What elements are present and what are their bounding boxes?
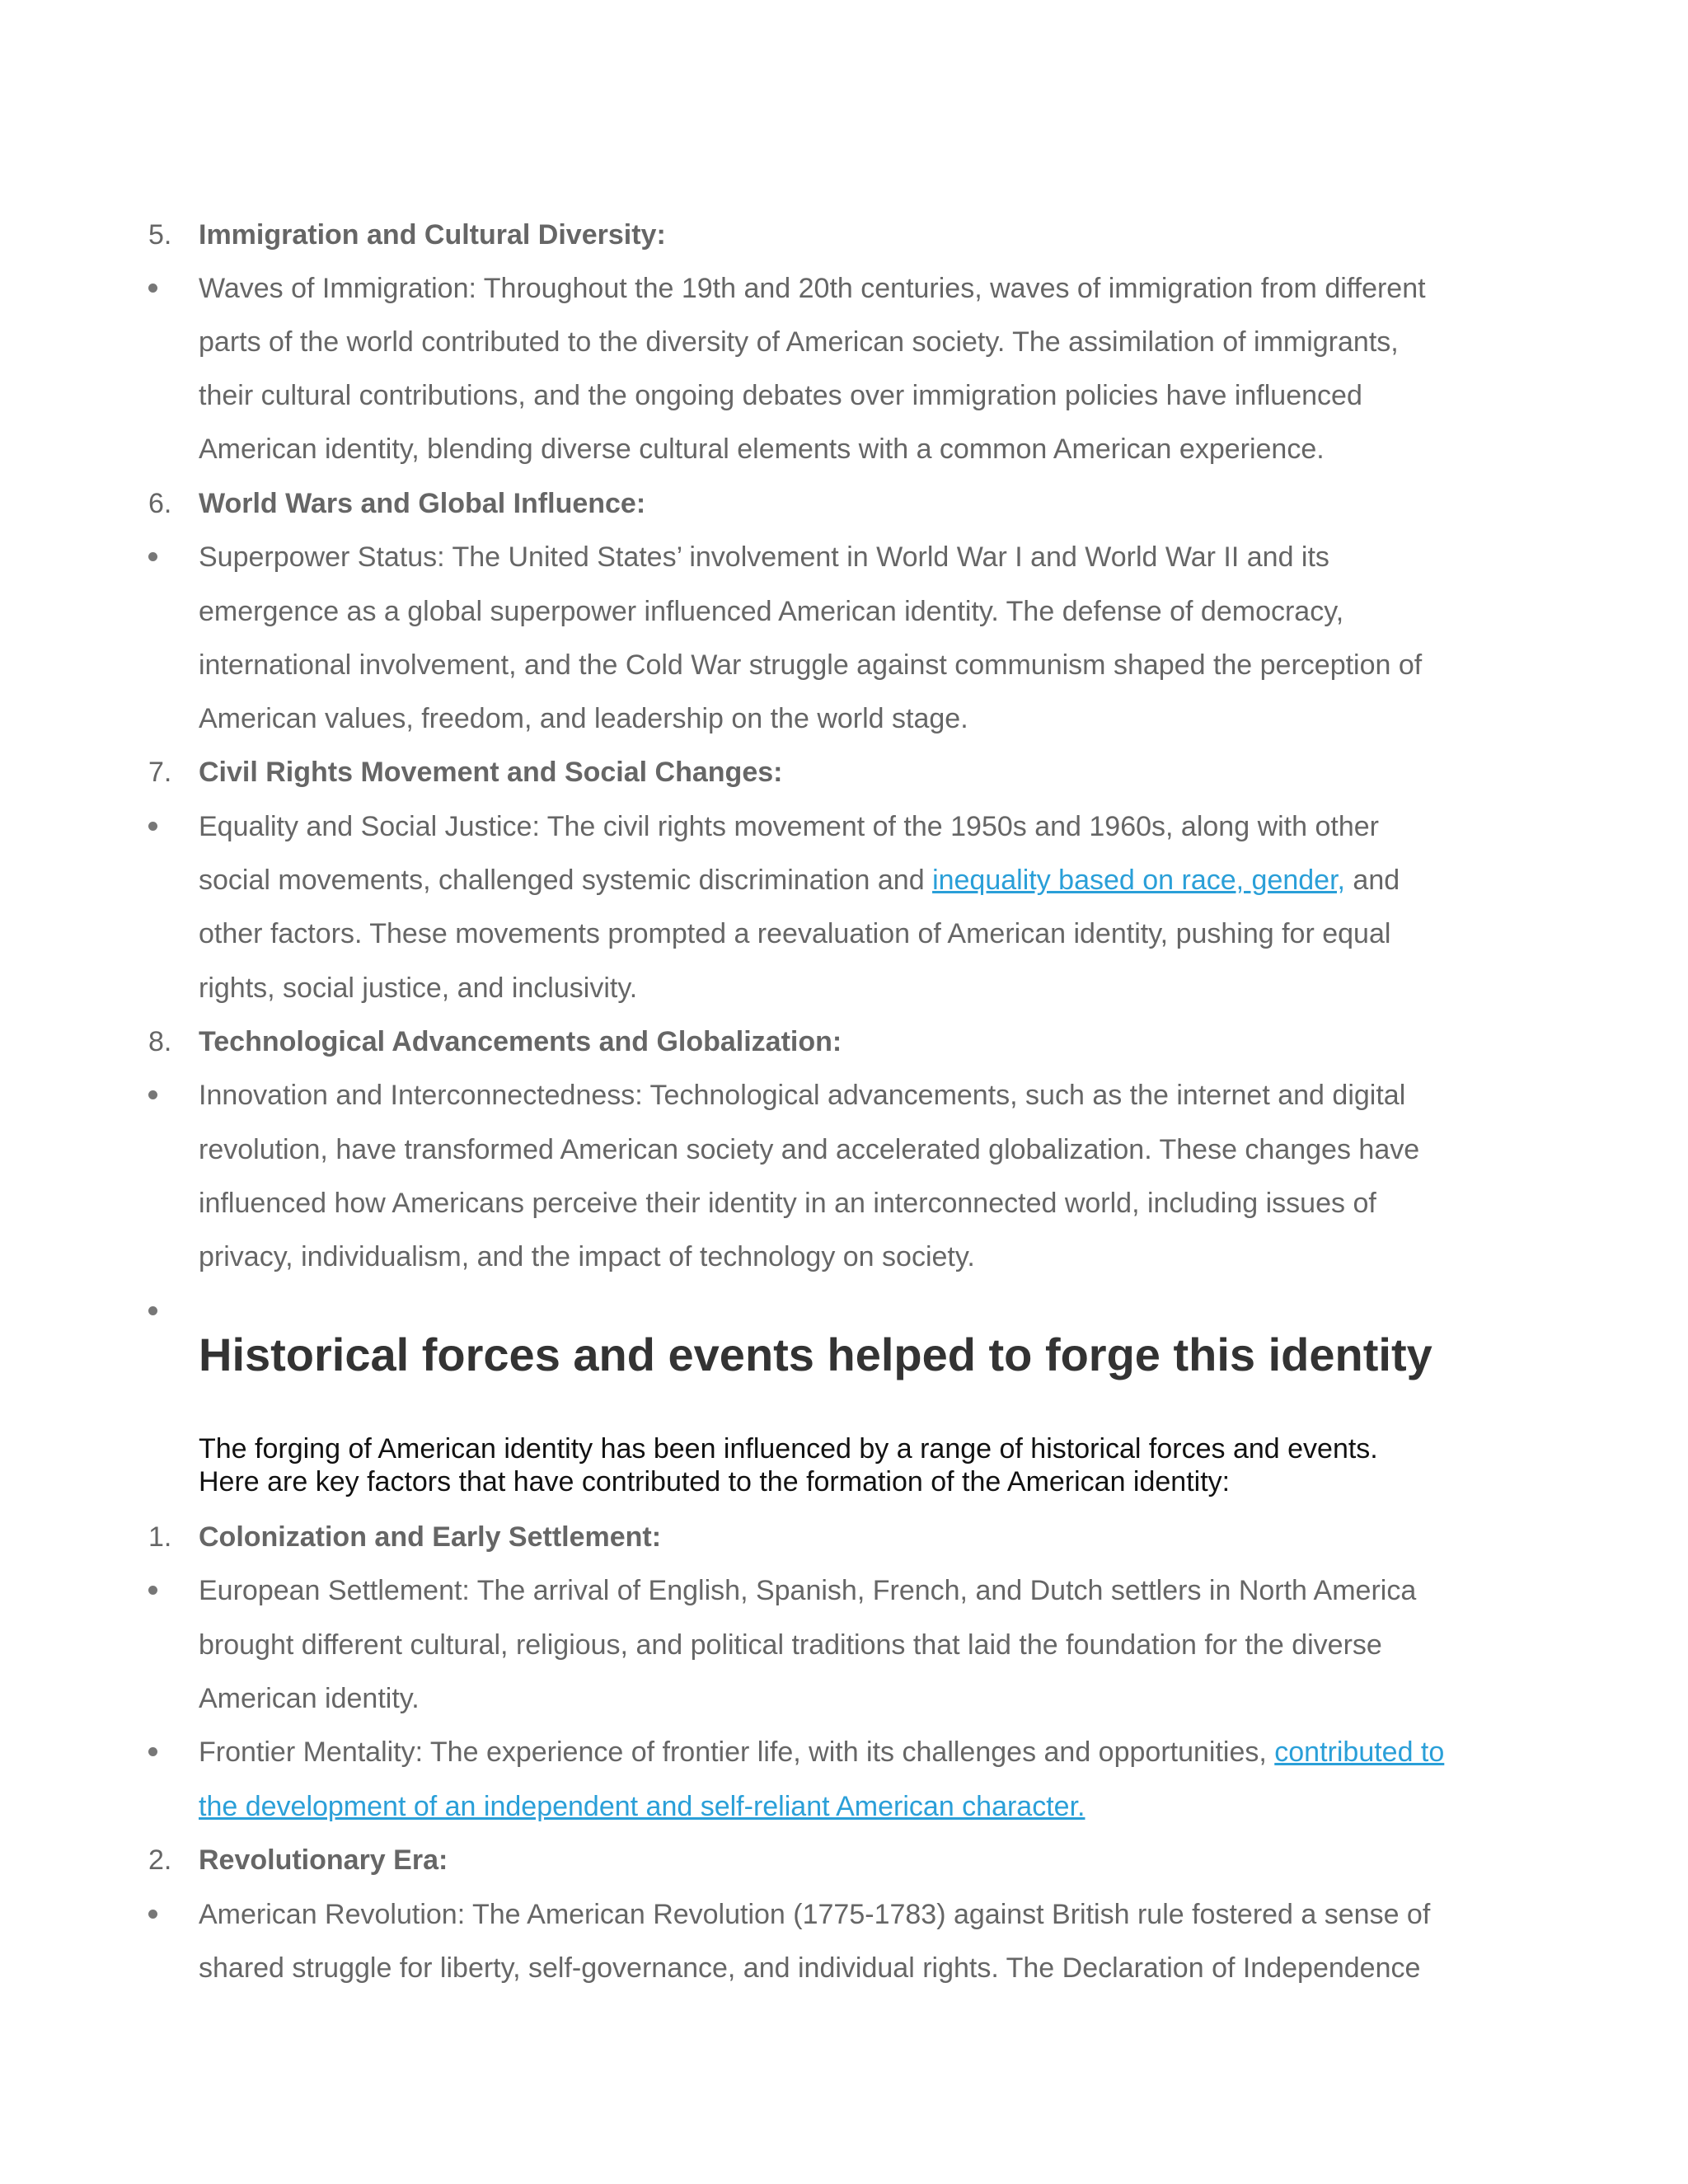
list-number: 8. <box>148 1026 172 1057</box>
bullet-icon <box>148 822 157 831</box>
item-title: Technological Advancements and Globalization: <box>199 1026 842 1057</box>
paragraph-line <box>199 1725 1444 1779</box>
item-title: Revolutionary Era: <box>199 1844 448 1876</box>
text-segment: Frontier Mentality: The experience of frontier life, with its challenges and opportunities, <box>199 1736 1275 1768</box>
paragraph-line: American Revolution: The American Revolution (1775-1783) against British rule fostered a sense of <box>199 1899 1431 1930</box>
item-title: Immigration and Cultural Diversity: <box>199 219 666 251</box>
paragraph-text: international involvement, and the Cold War struggle against communism shaped the perception of <box>199 649 1423 681</box>
bullet-icon <box>148 1090 157 1099</box>
paragraph-line: Equality and Social Justice: The civil rights movement of the 1950s and 1960s, along with other <box>199 811 1379 842</box>
bullet-icon <box>148 1747 157 1756</box>
paragraph-text <box>199 1779 1085 1834</box>
list-number: 1. <box>148 1521 172 1553</box>
bullet-icon <box>148 1586 157 1595</box>
section-heading: Historical forces and events helped to forge this identity <box>199 1329 1432 1380</box>
paragraph-text: American identity. <box>199 1683 420 1714</box>
item-title: Colonization and Early Settlement: <box>199 1521 662 1553</box>
frontier-link-continued[interactable]: the development of an independent and self-reliant American character. <box>199 1791 1085 1822</box>
paragraph-text: other factors. These movements prompted a reevaluation of American identity, pushing for equal <box>199 918 1391 949</box>
paragraph-text: American values, freedom, and leadership on the world stage. <box>199 703 968 734</box>
paragraph-text: influenced how Americans perceive their identity in an interconnected world, including issues of <box>199 1188 1376 1219</box>
item-title: World Wars and Global Influence: <box>199 488 646 519</box>
intro-paragraph <box>199 1432 1378 1498</box>
paragraph-line: Superpower Status: The United States’ involvement in World War I and World War II and its <box>199 541 1329 573</box>
paragraph-text <box>199 853 1400 907</box>
paragraph-line: Innovation and Interconnectedness: Technological advancements, such as the internet and digital <box>199 1080 1406 1111</box>
paragraph-text: revolution, have transformed American society and accelerated globalization. These changes have <box>199 1134 1420 1165</box>
paragraph-text: American identity, blending diverse cultural elements with a common American experience. <box>199 434 1325 465</box>
text-segment: social movements, challenged systemic discrimination and <box>199 865 933 896</box>
bullet-icon <box>148 1306 157 1315</box>
list-number: 6. <box>148 488 172 519</box>
list-number: 7. <box>148 757 172 788</box>
bullet-icon <box>148 1910 157 1919</box>
paragraph-text: rights, social justice, and inclusivity. <box>199 972 638 1004</box>
frontier-link[interactable]: contributed to <box>1274 1736 1445 1768</box>
intro-line: Here are key factors that have contributed to the formation of the American identity: <box>199 1466 1231 1497</box>
paragraph-line: European Settlement: The arrival of English, Spanish, French, and Dutch settlers in North America <box>199 1575 1417 1606</box>
inequality-link[interactable]: inequality based on race, gender, <box>932 865 1345 896</box>
intro-line: The forging of American identity has been influenced by a range of historical forces and events. <box>199 1433 1378 1465</box>
item-title: Civil Rights Movement and Social Changes: <box>199 757 783 788</box>
list-number: 2. <box>148 1844 172 1876</box>
text-segment: and <box>1344 865 1400 896</box>
paragraph-line: Waves of Immigration: Throughout the 19th and 20th centuries, waves of immigration from different <box>199 273 1426 304</box>
paragraph-text: brought different cultural, religious, and political traditions that laid the foundation for the diverse <box>199 1629 1382 1661</box>
bullet-icon <box>148 552 157 561</box>
paragraph-text: their cultural contributions, and the ongoing debates over immigration policies have influenced <box>199 380 1362 411</box>
paragraph-text: emergence as a global superpower influenced American identity. The defense of democracy, <box>199 596 1344 627</box>
paragraph-text: privacy, individualism, and the impact of technology on society. <box>199 1241 975 1272</box>
bullet-icon <box>148 284 157 293</box>
paragraph-text: parts of the world contributed to the diversity of American society. The assimilation of immigrants, <box>199 326 1399 358</box>
paragraph-text: shared struggle for liberty, self-governance, and individual rights. The Declaration of Independence <box>199 1952 1421 1984</box>
list-number: 5. <box>148 219 172 251</box>
